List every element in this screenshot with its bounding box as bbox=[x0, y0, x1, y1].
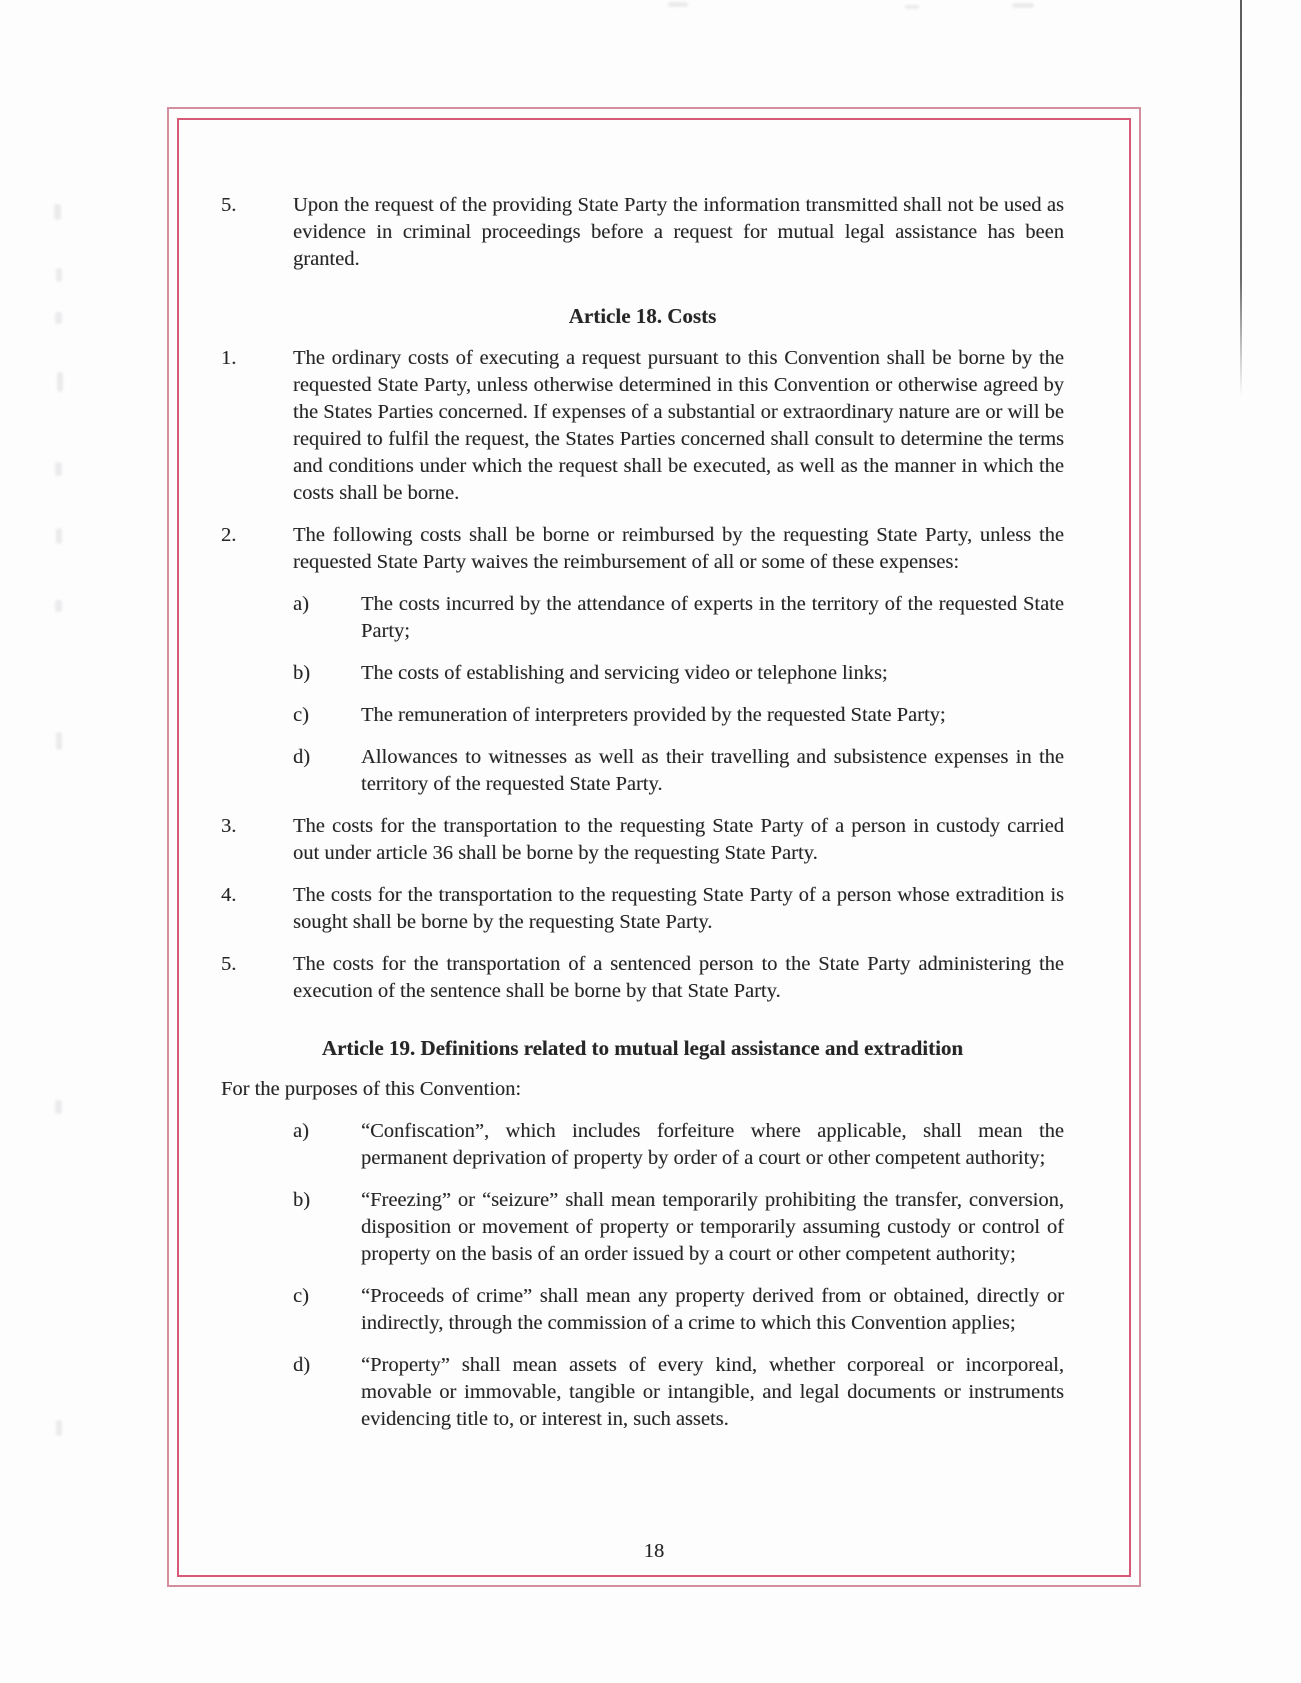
subitem-text: “Proceeds of crime” shall mean any property derived from or obtained, directly or indirectly, through the commission of a crime to which this Convention applies; bbox=[361, 1285, 1064, 1334]
lettered-subitem bbox=[293, 1283, 1064, 1337]
numbered-paragraph bbox=[221, 345, 1064, 507]
scan-smudge bbox=[56, 528, 62, 544]
lettered-subitem bbox=[293, 702, 1064, 729]
paragraph-text: The costs for the transportation of a sentenced person to the State Party administering the execution of the sentence shall be borne by that State Party. bbox=[293, 953, 1064, 1002]
page-border-inner bbox=[177, 118, 1131, 1577]
lettered-subitem bbox=[293, 1187, 1064, 1268]
paragraph-text: The ordinary costs of executing a request pursuant to this Convention shall be borne by the requested State Party, unless otherwise determined in this Convention or otherwise agreed by the States Parties concerned. If expenses of a substantial or extraordinary nature are or will be required to fulfil the request, the States Parties concerned shall consult to determine the terms and conditions under which the request shall be executed, as well as the manner in which the costs shall be borne. bbox=[293, 347, 1064, 504]
scan-smudge bbox=[55, 1100, 62, 1114]
page-border-outer bbox=[167, 107, 1141, 1587]
subitem-letter: c) bbox=[293, 1285, 309, 1307]
paragraph-text: The following costs shall be borne or reimbursed by the requesting State Party, unless the requested State Party waives the reimbursement of all or some of these expenses: bbox=[293, 524, 1064, 573]
subitem-letter: b) bbox=[293, 1189, 311, 1211]
lettered-subitem bbox=[293, 591, 1064, 645]
scan-smudge bbox=[55, 312, 62, 324]
paragraph-text: The costs for the transportation to the requesting State Party of a person in custody carried out under article 36 shall be borne by the requesting State Party. bbox=[293, 815, 1064, 864]
numbered-paragraph bbox=[221, 951, 1064, 1005]
scan-smudge bbox=[668, 2, 688, 7]
subitem-text: “Freezing” or “seizure” shall mean temporarily prohibiting the transfer, conversion, disposition or movement of property or temporarily assuming custody or control of property on the basis of an order issued by a court or other competent authority; bbox=[361, 1189, 1064, 1265]
subitem-letter: a) bbox=[293, 1120, 309, 1142]
numbered-paragraph bbox=[221, 882, 1064, 936]
scan-smudge bbox=[905, 5, 919, 9]
paragraph-text: The costs for the transportation to the requesting State Party of a person whose extradition is sought shall be borne by the requesting State Party. bbox=[293, 884, 1064, 933]
page-content bbox=[179, 120, 1129, 1575]
subitem-letter: c) bbox=[293, 704, 309, 726]
paragraph-number: 5. bbox=[221, 953, 237, 975]
article18-heading: Article 18. Costs bbox=[568, 304, 717, 328]
lettered-subitem bbox=[293, 1118, 1064, 1172]
numbered-paragraph bbox=[221, 522, 1064, 576]
scan-smudge bbox=[54, 204, 61, 220]
subitem-text: The costs incurred by the attendance of experts in the territory of the requested State Party; bbox=[361, 593, 1064, 642]
numbered-paragraph bbox=[221, 813, 1064, 867]
scan-smudge bbox=[57, 372, 63, 392]
paragraph-number: 3. bbox=[221, 815, 237, 837]
scan-smudge bbox=[56, 268, 62, 282]
scan-smudge bbox=[1012, 3, 1034, 8]
numbered-paragraph bbox=[221, 192, 1064, 273]
subitem-text: The remuneration of interpreters provided by the requested State Party; bbox=[361, 704, 946, 726]
paragraph-number: 5. bbox=[221, 194, 237, 216]
scan-smudge bbox=[56, 1420, 62, 1436]
article19-intro: For the purposes of this Convention: bbox=[221, 1078, 522, 1100]
subitem-letter: b) bbox=[293, 662, 311, 684]
subitem-text: “Property” shall mean assets of every kind, whether corporeal or incorporeal, movable or immovable, tangible or intangible, and legal documents or instruments evidencing title to, or interest in, such assets. bbox=[361, 1354, 1064, 1430]
article19-heading: Article 19. Definitions related to mutual legal assistance and extradition bbox=[321, 1036, 964, 1060]
scan-smudge bbox=[55, 462, 62, 476]
scan-artifact-line bbox=[1240, 0, 1242, 396]
page-number: 18 bbox=[643, 1540, 665, 1562]
subitem-letter: d) bbox=[293, 1354, 311, 1376]
paragraph-number: 2. bbox=[221, 524, 237, 546]
subitem-letter: a) bbox=[293, 593, 309, 615]
paragraph-number: 4. bbox=[221, 884, 237, 906]
subitem-text: Allowances to witnesses as well as their travelling and subsistence expenses in the territory of the requested State Party. bbox=[361, 746, 1064, 795]
paragraph-number: 1. bbox=[221, 347, 237, 369]
subitem-letter: d) bbox=[293, 746, 311, 768]
subitem-text: The costs of establishing and servicing video or telephone links; bbox=[361, 662, 888, 684]
scan-smudge bbox=[56, 732, 62, 750]
lettered-subitem bbox=[293, 744, 1064, 798]
scan-smudge bbox=[55, 600, 62, 612]
paragraph-text: Upon the request of the providing State Party the information transmitted shall not be used as evidence in criminal proceedings before a request for mutual legal assistance has been granted. bbox=[293, 194, 1064, 270]
subitem-text: “Confiscation”, which includes forfeiture where applicable, shall mean the permanent deprivation of property by order of a court or other competent authority; bbox=[361, 1120, 1064, 1169]
lettered-subitem bbox=[293, 660, 1064, 687]
lettered-subitem bbox=[293, 1352, 1064, 1433]
